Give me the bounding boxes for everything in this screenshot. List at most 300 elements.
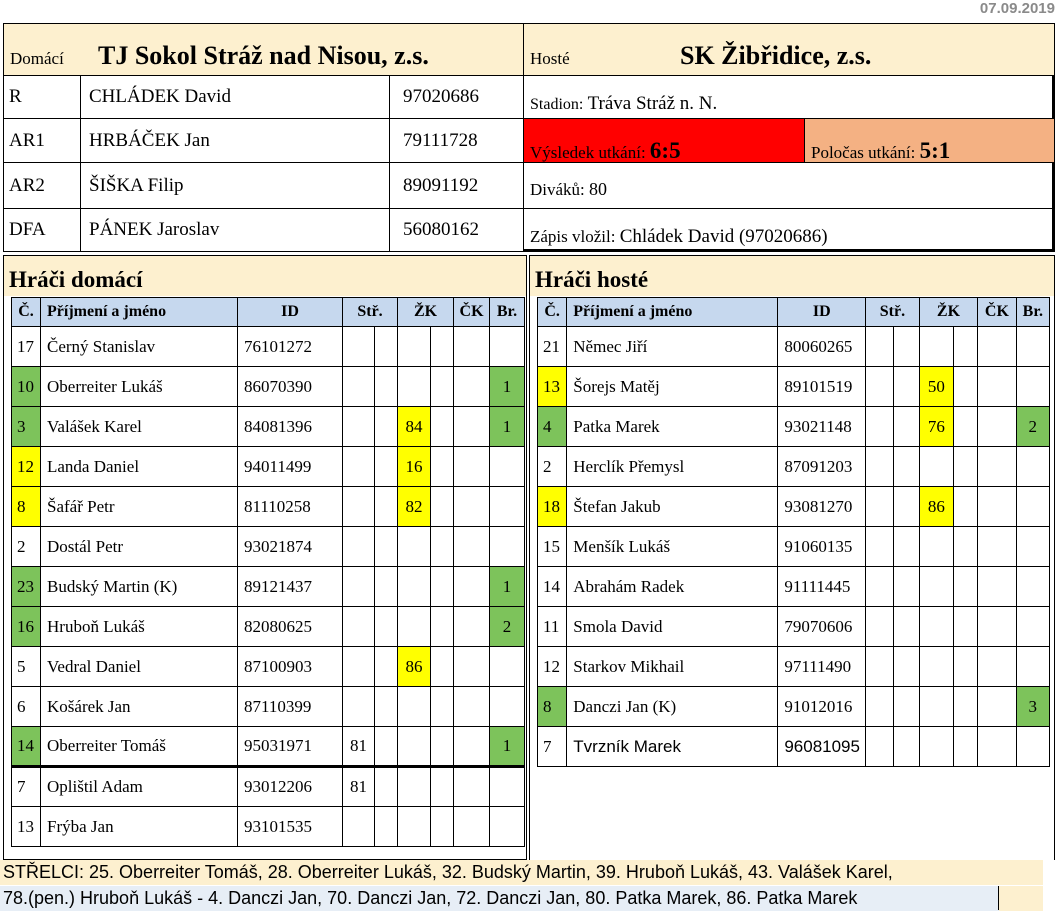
player-yellow-extra bbox=[954, 527, 978, 567]
home-label: Domácí bbox=[10, 49, 64, 68]
player-id: 76101272 bbox=[238, 327, 343, 367]
player-goals: 1 bbox=[490, 367, 525, 407]
player-yellow-card bbox=[919, 687, 953, 727]
player-number: 7 bbox=[538, 727, 567, 767]
player-number: 21 bbox=[538, 327, 567, 367]
player-sub-extra bbox=[375, 567, 398, 607]
player-id: 86070390 bbox=[238, 367, 343, 407]
scorers-line-2 bbox=[0, 886, 1043, 911]
player-yellow-card: 84 bbox=[398, 407, 431, 447]
player-number: 13 bbox=[12, 807, 41, 847]
player-red-card bbox=[454, 767, 490, 807]
player-goals: 2 bbox=[1016, 407, 1049, 447]
player-number: 16 bbox=[12, 607, 41, 647]
player-number: 14 bbox=[12, 727, 41, 767]
official-name-ar1: HRBÁČEK Jan bbox=[80, 118, 390, 163]
player-goals bbox=[490, 807, 525, 847]
col-name: Příjmení a jméno bbox=[567, 298, 778, 327]
player-goals bbox=[1016, 447, 1049, 487]
player-red-card bbox=[454, 807, 490, 847]
player-yellow-extra bbox=[431, 807, 454, 847]
official-role-dfa: DFA bbox=[3, 208, 81, 252]
player-goals bbox=[490, 687, 525, 727]
official-name-dfa: PÁNEK Jaroslav bbox=[80, 208, 390, 252]
away-players-panel bbox=[529, 255, 1055, 860]
player-red-card bbox=[454, 607, 490, 647]
player-red-card bbox=[978, 367, 1016, 407]
player-id: 93021148 bbox=[778, 407, 866, 447]
player-yellow-extra bbox=[954, 447, 978, 487]
player-sub-minute: 81 bbox=[343, 727, 375, 767]
player-number: 15 bbox=[538, 527, 567, 567]
player-name: Oberreiter Lukáš bbox=[41, 367, 238, 407]
player-yellow-extra bbox=[431, 567, 454, 607]
player-sub-extra bbox=[375, 527, 398, 567]
col-yellow: ŽK bbox=[398, 298, 454, 327]
player-red-card bbox=[978, 647, 1016, 687]
player-yellow-extra bbox=[431, 647, 454, 687]
player-name: Patka Marek bbox=[567, 407, 778, 447]
official-id-ar2: 89091192 bbox=[389, 162, 524, 209]
player-sub-minute bbox=[343, 687, 375, 727]
player-goals bbox=[490, 487, 525, 527]
result-label: Výsledek utkání: bbox=[530, 143, 646, 162]
player-sub-minute bbox=[866, 367, 894, 407]
player-red-card bbox=[454, 407, 490, 447]
player-goals bbox=[490, 767, 525, 807]
player-yellow-extra bbox=[431, 367, 454, 407]
player-red-card bbox=[978, 607, 1016, 647]
player-sub-extra bbox=[375, 647, 398, 687]
player-id: 93101535 bbox=[238, 807, 343, 847]
player-id: 97111490 bbox=[778, 647, 866, 687]
player-red-card bbox=[978, 327, 1016, 367]
player-number: 3 bbox=[12, 407, 41, 447]
player-id: 93021874 bbox=[238, 527, 343, 567]
stadium-value: Tráva Stráž n. N. bbox=[587, 93, 718, 114]
player-name: Landa Daniel bbox=[41, 447, 238, 487]
player-number: 12 bbox=[12, 447, 41, 487]
player-id: 89121437 bbox=[238, 567, 343, 607]
player-name: Valášek Karel bbox=[41, 407, 238, 447]
player-yellow-extra bbox=[431, 327, 454, 367]
player-yellow-card: 16 bbox=[398, 447, 431, 487]
player-goals: 1 bbox=[490, 567, 525, 607]
player-number: 10 bbox=[12, 367, 41, 407]
player-sub-extra bbox=[894, 367, 919, 407]
player-id: 87110399 bbox=[238, 687, 343, 727]
player-sub-extra bbox=[894, 567, 919, 607]
player-red-card bbox=[454, 687, 490, 727]
player-yellow-card bbox=[919, 567, 953, 607]
player-yellow-card bbox=[919, 527, 953, 567]
player-id: 79070606 bbox=[778, 607, 866, 647]
player-red-card bbox=[978, 727, 1016, 767]
home-table-header bbox=[12, 298, 525, 327]
halftime-value: 5:1 bbox=[919, 138, 951, 163]
result-value: 6:5 bbox=[649, 138, 681, 163]
player-yellow-card: 86 bbox=[919, 487, 953, 527]
col-red: ČK bbox=[454, 298, 490, 327]
away-team-cell bbox=[523, 23, 1055, 76]
player-yellow-extra bbox=[954, 407, 978, 447]
player-yellow-card bbox=[398, 607, 431, 647]
player-sub-minute bbox=[343, 447, 375, 487]
player-row bbox=[538, 567, 1050, 607]
player-yellow-extra bbox=[954, 567, 978, 607]
home-players-table bbox=[11, 297, 525, 847]
scorers-text-1: STŘELCI: 25. Oberreiter Tomáš, 28. Oberreiter Lukáš, 32. Budský Martin, 39. Hruboň Lukáš, 43. Valášek Karel, bbox=[3, 862, 893, 882]
player-red-card bbox=[454, 487, 490, 527]
player-goals bbox=[1016, 327, 1049, 367]
result-cell bbox=[523, 118, 805, 163]
player-sub-minute bbox=[866, 327, 894, 367]
official-id-r: 97020686 bbox=[389, 75, 524, 119]
player-name: Budský Martin (K) bbox=[41, 567, 238, 607]
player-yellow-card bbox=[919, 327, 953, 367]
player-number: 6 bbox=[12, 687, 41, 727]
player-red-card bbox=[454, 367, 490, 407]
player-name: Dostál Petr bbox=[41, 527, 238, 567]
player-yellow-extra bbox=[954, 487, 978, 527]
player-row bbox=[538, 367, 1050, 407]
player-goals bbox=[490, 647, 525, 687]
player-row bbox=[538, 407, 1050, 447]
official-name-r: CHLÁDEK David bbox=[80, 75, 390, 119]
player-yellow-extra bbox=[954, 607, 978, 647]
player-number: 8 bbox=[12, 487, 41, 527]
player-sub-minute bbox=[343, 647, 375, 687]
player-yellow-card bbox=[919, 727, 953, 767]
player-sub-minute bbox=[866, 487, 894, 527]
player-red-card bbox=[978, 687, 1016, 727]
player-number: 11 bbox=[538, 607, 567, 647]
player-goals bbox=[490, 527, 525, 567]
player-row bbox=[538, 527, 1050, 567]
player-id: 96081095 bbox=[778, 727, 866, 767]
player-sub-minute bbox=[866, 527, 894, 567]
player-sub-extra bbox=[375, 607, 398, 647]
entered-by-value: Chládek David (97020686) bbox=[619, 226, 828, 247]
player-sub-extra bbox=[375, 487, 398, 527]
player-goals: 1 bbox=[490, 407, 525, 447]
halftime-label: Poločas utkání: bbox=[811, 143, 916, 162]
player-sub-minute bbox=[343, 407, 375, 447]
official-role-r: R bbox=[3, 75, 81, 119]
text-cursor bbox=[998, 886, 999, 910]
player-row bbox=[12, 447, 525, 487]
player-name: Košárek Jan bbox=[41, 687, 238, 727]
player-red-card bbox=[454, 647, 490, 687]
col-goals: Br. bbox=[490, 298, 525, 327]
player-sub-minute bbox=[866, 447, 894, 487]
player-sub-extra bbox=[375, 447, 398, 487]
home-team-name: TJ Sokol Stráž nad Nisou, z.s. bbox=[98, 41, 429, 70]
home-players-title: Hráči domácí bbox=[4, 256, 526, 296]
player-number: 23 bbox=[12, 567, 41, 607]
player-goals bbox=[1016, 527, 1049, 567]
player-sub-minute bbox=[866, 647, 894, 687]
player-id: 91060135 bbox=[778, 527, 866, 567]
player-row bbox=[12, 607, 525, 647]
match-header bbox=[3, 23, 1055, 252]
player-sub-extra bbox=[894, 727, 919, 767]
player-id: 91012016 bbox=[778, 687, 866, 727]
col-sub: Stř. bbox=[343, 298, 398, 327]
away-team-name: SK Žibřidice, z.s. bbox=[680, 41, 872, 70]
player-row bbox=[12, 527, 525, 567]
player-sub-extra bbox=[375, 407, 398, 447]
player-yellow-card bbox=[919, 447, 953, 487]
player-yellow-extra bbox=[431, 527, 454, 567]
player-row bbox=[12, 327, 525, 367]
player-row bbox=[538, 647, 1050, 687]
player-row bbox=[538, 727, 1050, 767]
scorers-section bbox=[0, 860, 1057, 912]
player-yellow-extra bbox=[954, 727, 978, 767]
official-id-dfa: 56080162 bbox=[389, 208, 524, 252]
player-name: Černý Stanislav bbox=[41, 327, 238, 367]
player-yellow-extra bbox=[431, 447, 454, 487]
player-row bbox=[12, 567, 525, 607]
spectators-label: Diváků: bbox=[530, 180, 585, 199]
player-id: 89101519 bbox=[778, 367, 866, 407]
player-id: 82080625 bbox=[238, 607, 343, 647]
player-id: 93081270 bbox=[778, 487, 866, 527]
player-number: 14 bbox=[538, 567, 567, 607]
player-goals bbox=[490, 327, 525, 367]
player-yellow-extra bbox=[431, 727, 454, 767]
player-goals bbox=[1016, 487, 1049, 527]
player-red-card bbox=[978, 567, 1016, 607]
player-sub-minute bbox=[866, 727, 894, 767]
player-sub-extra bbox=[375, 687, 398, 727]
player-number: 13 bbox=[538, 367, 567, 407]
player-name: Danczi Jan (K) bbox=[567, 687, 778, 727]
player-id: 84081396 bbox=[238, 407, 343, 447]
col-yellow: ŽK bbox=[919, 298, 978, 327]
player-row bbox=[12, 767, 525, 807]
player-number: 8 bbox=[538, 687, 567, 727]
player-name: Šorejs Matěj bbox=[567, 367, 778, 407]
player-name: Starkov Mikhail bbox=[567, 647, 778, 687]
player-red-card bbox=[454, 447, 490, 487]
player-row bbox=[12, 407, 525, 447]
player-id: 91111445 bbox=[778, 567, 866, 607]
col-id: ID bbox=[238, 298, 343, 327]
player-row bbox=[538, 487, 1050, 527]
player-row bbox=[12, 687, 525, 727]
player-yellow-card: 50 bbox=[919, 367, 953, 407]
col-name: Příjmení a jméno bbox=[41, 298, 238, 327]
home-players-panel bbox=[3, 255, 527, 860]
player-number: 2 bbox=[538, 447, 567, 487]
player-yellow-card bbox=[398, 527, 431, 567]
player-row bbox=[12, 727, 525, 767]
player-yellow-card bbox=[398, 687, 431, 727]
player-number: 17 bbox=[12, 327, 41, 367]
player-id: 95031971 bbox=[238, 727, 343, 767]
player-sub-extra bbox=[894, 407, 919, 447]
player-yellow-extra bbox=[954, 647, 978, 687]
player-row bbox=[12, 367, 525, 407]
player-sub-extra bbox=[894, 487, 919, 527]
official-name-ar2: ŠIŠKA Filip bbox=[80, 162, 390, 209]
player-number: 5 bbox=[12, 647, 41, 687]
player-row bbox=[538, 447, 1050, 487]
player-row bbox=[538, 607, 1050, 647]
player-red-card bbox=[978, 527, 1016, 567]
entered-by-cell bbox=[523, 208, 1055, 252]
player-sub-minute bbox=[343, 487, 375, 527]
player-row bbox=[12, 647, 525, 687]
player-number: 7 bbox=[12, 767, 41, 807]
player-goals bbox=[1016, 647, 1049, 687]
player-yellow-extra bbox=[954, 367, 978, 407]
official-role-ar1: AR1 bbox=[3, 118, 81, 163]
player-sub-extra bbox=[894, 687, 919, 727]
player-id: 93012206 bbox=[238, 767, 343, 807]
player-sub-minute bbox=[343, 327, 375, 367]
scorers-line-1 bbox=[0, 860, 1043, 885]
scorers-text-2: 78.(pen.) Hruboň Lukáš - 4. Danczi Jan, 70. Danczi Jan, 72. Danczi Jan, 80. Patka Marek, 86. Patka Marek bbox=[3, 888, 858, 908]
home-team-cell bbox=[3, 23, 524, 76]
player-name: Štefan Jakub bbox=[567, 487, 778, 527]
stadium-label: Stadion: bbox=[530, 96, 584, 113]
player-red-card bbox=[978, 447, 1016, 487]
player-goals: 3 bbox=[1016, 687, 1049, 727]
entered-by-label: Zápis vložil: bbox=[530, 227, 616, 246]
player-sub-minute bbox=[866, 607, 894, 647]
player-sub-extra bbox=[894, 327, 919, 367]
player-yellow-card bbox=[398, 767, 431, 807]
player-name: Němec Jiří bbox=[567, 327, 778, 367]
player-number: 4 bbox=[538, 407, 567, 447]
player-row bbox=[538, 327, 1050, 367]
player-name: Abrahám Radek bbox=[567, 567, 778, 607]
player-number: 12 bbox=[538, 647, 567, 687]
halftime-cell bbox=[804, 118, 1055, 163]
player-yellow-extra bbox=[431, 607, 454, 647]
player-sub-extra bbox=[894, 607, 919, 647]
player-id: 80060265 bbox=[778, 327, 866, 367]
player-goals: 2 bbox=[490, 607, 525, 647]
away-table-header bbox=[538, 298, 1050, 327]
col-sub: Stř. bbox=[866, 298, 920, 327]
player-sub-minute bbox=[343, 527, 375, 567]
player-row bbox=[12, 807, 525, 847]
player-name: Oberreiter Tomáš bbox=[41, 727, 238, 767]
player-yellow-extra bbox=[431, 407, 454, 447]
player-red-card bbox=[978, 487, 1016, 527]
player-name: Tvrzník Marek bbox=[567, 727, 778, 767]
away-players-table bbox=[537, 297, 1050, 767]
player-yellow-card bbox=[398, 727, 431, 767]
player-yellow-card: 86 bbox=[398, 647, 431, 687]
player-yellow-extra bbox=[431, 487, 454, 527]
player-sub-extra bbox=[375, 727, 398, 767]
player-name: Smola David bbox=[567, 607, 778, 647]
player-id: 94011499 bbox=[238, 447, 343, 487]
player-sub-minute bbox=[866, 407, 894, 447]
player-sub-minute bbox=[343, 567, 375, 607]
col-goals: Br. bbox=[1016, 298, 1049, 327]
player-goals bbox=[1016, 607, 1049, 647]
player-red-card bbox=[978, 407, 1016, 447]
col-no: Č. bbox=[12, 298, 41, 327]
player-yellow-card bbox=[398, 367, 431, 407]
player-number: 2 bbox=[12, 527, 41, 567]
player-sub-minute bbox=[866, 567, 894, 607]
player-yellow-card: 76 bbox=[919, 407, 953, 447]
spectators-value: 80 bbox=[589, 179, 608, 199]
away-players-title: Hráči hosté bbox=[530, 256, 1054, 296]
scorers-line-2-tail bbox=[999, 886, 1043, 911]
player-sub-minute bbox=[866, 687, 894, 727]
player-name: Oplištil Adam bbox=[41, 767, 238, 807]
player-yellow-card bbox=[398, 807, 431, 847]
col-id: ID bbox=[778, 298, 866, 327]
away-label: Hosté bbox=[530, 49, 570, 68]
player-sub-minute bbox=[343, 807, 375, 847]
player-sub-extra bbox=[894, 447, 919, 487]
player-goals bbox=[1016, 367, 1049, 407]
stadium-cell bbox=[523, 75, 1055, 119]
spectators-cell bbox=[523, 162, 1055, 209]
player-red-card bbox=[454, 527, 490, 567]
match-date: 07.09.2019 bbox=[979, 0, 1055, 17]
player-yellow-extra bbox=[954, 687, 978, 727]
official-role-ar2: AR2 bbox=[3, 162, 81, 209]
col-red: ČK bbox=[978, 298, 1016, 327]
player-sub-extra bbox=[375, 807, 398, 847]
player-goals: 1 bbox=[490, 727, 525, 767]
player-yellow-card bbox=[919, 607, 953, 647]
player-goals bbox=[490, 447, 525, 487]
player-red-card bbox=[454, 567, 490, 607]
player-name: Herclík Přemysl bbox=[567, 447, 778, 487]
player-name: Vedral Daniel bbox=[41, 647, 238, 687]
player-sub-extra bbox=[894, 527, 919, 567]
player-sub-extra bbox=[375, 367, 398, 407]
player-yellow-card bbox=[398, 567, 431, 607]
player-sub-extra bbox=[375, 327, 398, 367]
player-red-card bbox=[454, 327, 490, 367]
player-yellow-card bbox=[398, 327, 431, 367]
player-id: 87100903 bbox=[238, 647, 343, 687]
player-id: 81110258 bbox=[238, 487, 343, 527]
player-name: Frýba Jan bbox=[41, 807, 238, 847]
player-sub-minute bbox=[343, 367, 375, 407]
player-goals bbox=[1016, 567, 1049, 607]
player-sub-minute bbox=[343, 607, 375, 647]
player-sub-extra bbox=[375, 767, 398, 807]
player-yellow-card bbox=[919, 647, 953, 687]
player-id: 87091203 bbox=[778, 447, 866, 487]
player-name: Hruboň Lukáš bbox=[41, 607, 238, 647]
player-name: Šafář Petr bbox=[41, 487, 238, 527]
player-sub-minute: 81 bbox=[343, 767, 375, 807]
player-row bbox=[538, 687, 1050, 727]
player-sub-extra bbox=[894, 647, 919, 687]
player-yellow-extra bbox=[431, 687, 454, 727]
official-id-ar1: 79111728 bbox=[389, 118, 524, 163]
player-yellow-card: 82 bbox=[398, 487, 431, 527]
player-yellow-extra bbox=[954, 327, 978, 367]
player-goals bbox=[1016, 727, 1049, 767]
player-yellow-extra bbox=[431, 767, 454, 807]
player-red-card bbox=[454, 727, 490, 767]
